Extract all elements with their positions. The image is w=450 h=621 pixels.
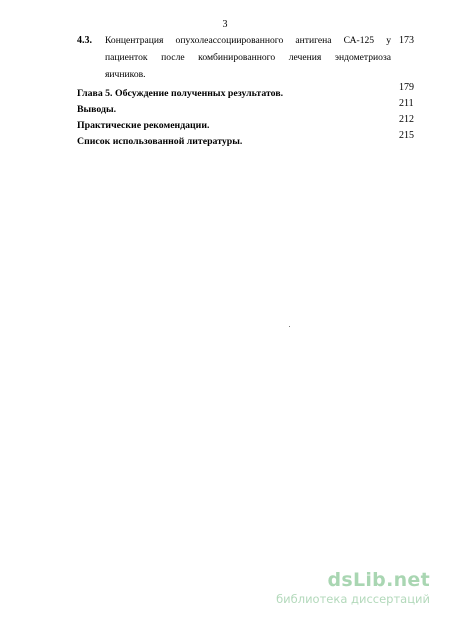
toc-entry-references: Список использованной литературы. (77, 136, 243, 147)
toc-entry-page: 212 (399, 114, 414, 125)
page-number: 3 (222, 19, 228, 30)
scan-speck (289, 326, 290, 327)
section-title (105, 32, 391, 83)
toc-entry-conclusions: Выводы. (77, 104, 117, 115)
toc-entry-page: 211 (399, 98, 414, 109)
toc-entry-page: 179 (399, 82, 414, 93)
watermark-logo: dsLib.net (327, 569, 430, 591)
section-title-line: яичников. (105, 69, 146, 80)
toc-entry-chapter-5: Глава 5. Обсуждение полученных результатов. (77, 88, 284, 99)
toc-entry-recommendations: Практические рекомендации. (77, 120, 210, 131)
section-title-line: Концентрация опухолеассоциированного антигена СА-125 у (105, 35, 391, 46)
section-number: 4.3. (77, 35, 92, 46)
section-title-line: пациенток после комбинированного лечения эндометриоза (105, 52, 391, 63)
section-page-number: 173 (399, 35, 414, 46)
toc-entry-page: 215 (399, 130, 414, 141)
watermark (276, 570, 430, 606)
watermark-tagline: библиотека диссертаций (276, 592, 430, 606)
